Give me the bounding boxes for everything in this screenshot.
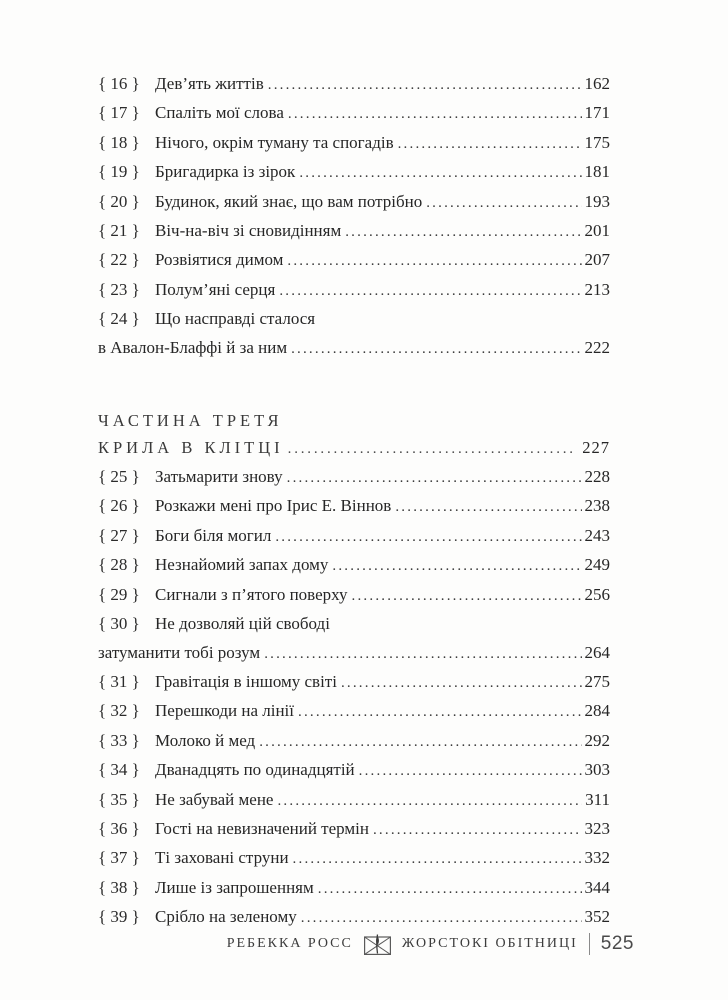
dot-leader [279,276,581,305]
dot-leader [332,551,581,580]
dot-leader [264,639,581,668]
section-title: ЧАСТИНА ТРЕТЯ [98,411,283,431]
chapter-title: Що насправді сталося [155,309,316,329]
chapter-title: Молоко й мед [155,730,256,750]
chapter-number: { 28 } [98,555,140,575]
page-number: 323 [584,818,610,838]
page-number: 256 [584,584,610,604]
page-number: 332 [584,848,610,868]
chapter-title: Перешкоди на лінії [155,701,295,721]
chapter-title: Гравітація в іншому світі [155,671,337,691]
dot-leader [298,697,581,726]
chapter-number: { 36 } [98,818,140,838]
footer-page-number: 525 [600,933,634,954]
page-number: 238 [584,496,610,516]
chapter-number: { 29 } [98,584,140,604]
dot-leader [398,129,582,158]
toc-entry [98,756,610,785]
toc-entry [98,581,610,610]
chapter-title: Ті заховані струни [155,848,289,868]
dot-leader [426,188,581,217]
chapter-number: { 23 } [98,279,140,299]
toc-entry [98,727,610,756]
toc-entry [98,697,610,726]
chapter-number: { 39 } [98,907,140,927]
page-number: 344 [584,877,610,897]
toc-entry [98,551,610,580]
page-number: 222 [584,337,610,357]
dot-leader [288,99,582,128]
chapter-title: в Авалон-Блаффі й за ним [98,337,288,357]
dot-leader [395,492,581,521]
toc-entry [98,610,610,638]
chapter-title: Дев’ять життів [155,74,264,93]
chapter-title: Затьмарити знову [155,467,283,487]
page-number: 303 [584,760,610,780]
chapter-number: { 17 } [98,103,140,123]
chapter-number: { 32 } [98,701,140,721]
toc-entry [98,786,610,815]
page-number: 162 [584,74,610,93]
toc-entry [98,668,610,697]
toc-entry [98,276,610,305]
toc-entry [98,217,610,246]
envelope-quill-icon [364,934,391,955]
page-number: 264 [584,642,610,662]
section-header-row [98,407,610,434]
chapter-title: Віч-на-віч зі сновидінням [155,221,342,241]
chapter-title: Срібло на зеленому [155,907,297,927]
footer-divider [589,933,590,955]
toc-entry [98,70,610,99]
toc-entry [98,815,610,844]
toc-entry [98,158,610,187]
dot-leader [293,844,582,873]
chapter-title: Бригадирка із зірок [155,162,296,182]
dot-leader [275,522,581,551]
chapter-title: Не дозволяй цій свободі [155,614,330,634]
dot-leader [287,463,582,492]
chapter-title: Гості на невизначений термін [155,818,369,838]
dot-leader [277,786,582,815]
chapter-number: { 27 } [98,525,140,545]
toc-entry [98,492,610,521]
page-number: 227 [582,438,610,458]
dot-leader [287,246,581,275]
chapter-title: Спаліть мої слова [155,103,284,123]
toc-entry [98,246,610,275]
page-number: 352 [584,907,610,927]
footer [227,929,634,959]
dot-leader [352,581,582,610]
page-number: 201 [584,221,610,241]
chapter-number: { 31 } [98,671,140,691]
page-number: 243 [584,525,610,545]
chapter-title: затуманити тобі розум [98,642,261,662]
toc-entry [98,305,610,333]
chapter-title: Будинок, який знає, що вам потрібно [155,191,423,211]
page-number: 228 [584,467,610,487]
toc-entry [98,99,610,128]
page-number: 207 [584,250,610,270]
toc-entry [98,463,610,492]
footer-book-title: ЖОРСТОКІ ОБІТНИЦІ [401,936,578,951]
chapter-title: Боги біля могил [155,525,272,545]
toc-entry [98,844,610,873]
chapter-number: { 16 } [98,74,140,93]
dot-leader [291,334,581,363]
dot-leader [359,756,582,785]
chapter-number: { 22 } [98,250,140,270]
section-header [98,407,610,463]
chapter-title: Розвіятися димом [155,250,284,270]
chapter-number: { 38 } [98,877,140,897]
section-header-row [98,434,610,463]
dot-leader [288,434,573,463]
toc-entry [98,334,610,363]
chapter-number: { 20 } [98,191,140,211]
chapter-number: { 21 } [98,221,140,241]
toc-entry [98,639,610,668]
toc-entry [98,874,610,903]
page-number: 175 [584,132,610,152]
chapter-number: { 30 } [98,614,140,634]
table-of-contents [98,70,610,933]
chapter-title: Розкажи мені про Ірис Е. Віннов [155,496,392,516]
dot-leader [268,70,582,99]
page-number: 284 [584,701,610,721]
chapter-number: { 25 } [98,467,140,487]
chapter-title: Нічого, окрім туману та спогадів [155,132,394,152]
dot-leader [299,158,581,187]
toc-entry [98,522,610,551]
dot-leader [341,668,582,697]
page-number: 275 [584,671,610,691]
page-number: 292 [584,730,610,750]
page-number: 311 [585,789,610,809]
page-number: 213 [584,279,610,299]
chapter-number: { 18 } [98,132,140,152]
chapter-number: { 35 } [98,789,140,809]
page-number: 171 [584,103,610,123]
dot-leader [259,727,581,756]
toc-entry [98,188,610,217]
chapter-title: Незнайомий запах дому [155,555,329,575]
chapter-number: { 34 } [98,760,140,780]
chapter-number: { 19 } [98,162,140,182]
toc-entry [98,129,610,158]
chapter-title: Лише із запрошенням [155,877,314,897]
footer-author: РЕБЕККА РОСС [226,936,353,951]
chapter-number: { 33 } [98,730,140,750]
page-number: 193 [584,191,610,211]
dot-leader [318,874,582,903]
section-title: КРИЛА В КЛІТЦІ [98,438,284,458]
page-number: 249 [584,555,610,575]
page-number: 181 [584,162,610,182]
chapter-title: Сигнали з п’ятого поверху [155,584,348,604]
chapter-title: Не забувай мене [155,789,274,809]
dot-leader [373,815,582,844]
dot-leader [345,217,581,246]
chapter-number: { 37 } [98,848,140,868]
chapter-title: Дванадцять по одинадцятій [155,760,355,780]
chapter-number: { 24 } [98,309,140,329]
chapter-number: { 26 } [98,496,140,516]
chapter-title: Полум’яні серця [155,279,276,299]
